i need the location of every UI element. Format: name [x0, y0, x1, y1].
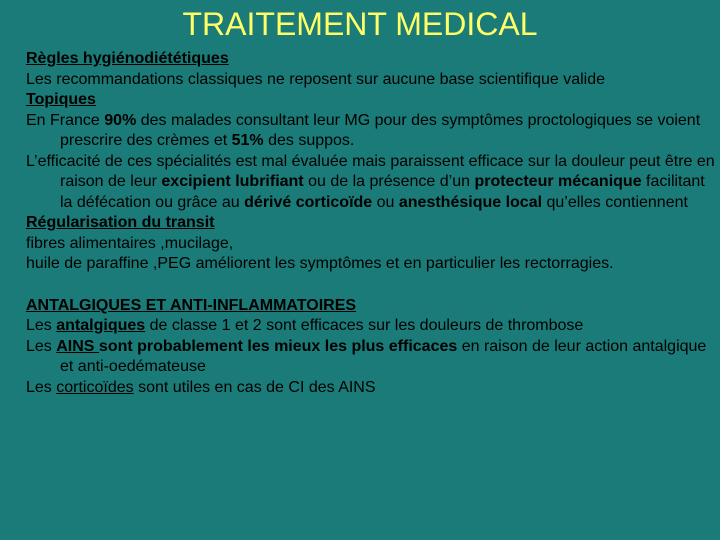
text-segment: qu’elles contiennent	[542, 193, 688, 211]
text-segment: facilitant la défécation ou grâce au	[60, 173, 705, 211]
text-segment: ou	[372, 193, 399, 211]
paragraph-hygiene: Les recommandations classiques ne reposent sur aucune base scientifique valide	[26, 70, 606, 88]
spacer	[26, 275, 716, 296]
slide-body	[26, 49, 716, 398]
text-ains-efficaces: sont probablement les mieux les plus efficaces	[98, 337, 458, 355]
term-corticoides: corticoïdes	[56, 378, 134, 396]
slide-title: TRAITEMENT MEDICAL	[182, 6, 538, 42]
text-segment: de classe 1 et 2 sont efficaces sur les douleurs de thrombose	[145, 317, 584, 334]
heading-topiques: Topiques	[26, 91, 96, 108]
paragraph-fibres: fibres alimentaires ,mucilage,	[26, 234, 234, 252]
heading-antalgiques: ANTALGIQUES ET ANTI-INFLAMMATOIRES	[26, 296, 357, 314]
heading-hygiene: Règles hygiénodiététiques	[26, 50, 229, 67]
term-antalgiques: antalgiques	[56, 317, 146, 334]
text-segment: en raison de leur action antalgique et anti-oedémateuse	[60, 337, 707, 375]
term-excipient: excipient lubrifiant	[161, 173, 304, 190]
stat-90-percent: 90%	[104, 111, 137, 129]
paragraph-corticoides	[26, 378, 716, 399]
paragraph-topiques-efficacite	[26, 152, 716, 214]
heading-transit: Régularisation du transit	[26, 214, 215, 231]
term-ains: AINS	[56, 337, 99, 355]
text-segment: Les	[26, 317, 57, 334]
paragraph-ains	[26, 337, 716, 378]
paragraph-paraffine: huile de paraffine ,PEG améliorent les symptômes et en particulier les rectorragies.	[26, 255, 614, 272]
term-corticoide: dérivé corticoïde	[244, 193, 373, 211]
text-segment: En France	[26, 111, 105, 129]
text-segment: Les	[26, 378, 57, 396]
term-anesthesique: anesthésique local	[398, 193, 543, 211]
text-segment: L’efficacité de ces spécialités est mal évaluée mais paraissent efficace sur la douleur peut être en raison de leur	[26, 152, 715, 190]
text-segment: ou de la présence d’un	[303, 173, 475, 190]
text-segment: sont utiles en cas de CI des AINS	[133, 378, 376, 396]
text-segment: Les	[26, 337, 57, 355]
text-segment: des malades consultant leur MG pour des symptômes proctologiques se voient prescrire des crèmes et	[60, 111, 701, 149]
term-protecteur: protecteur mécanique	[474, 173, 642, 190]
text-segment: des suppos.	[263, 132, 355, 149]
paragraph-topiques-usage	[26, 111, 716, 152]
paragraph-antalgiques	[26, 316, 716, 337]
stat-51-percent: 51%	[231, 132, 264, 149]
